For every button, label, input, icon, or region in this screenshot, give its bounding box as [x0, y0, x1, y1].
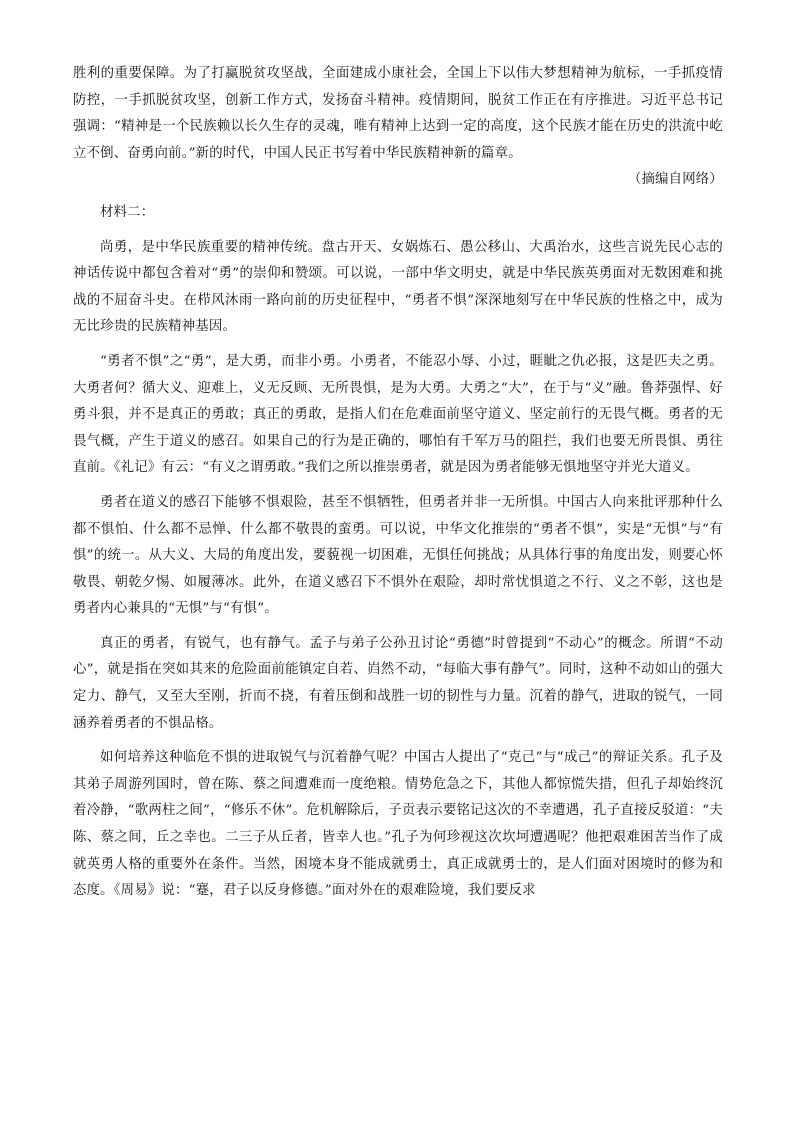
paragraph: 真正的勇者，有锐气，也有静气。孟子与弟子公孙丑讨论“勇德”时曾提到“不动心”的概念。所谓“不动心”，就是指在突如其来的危险面前能镇定自若、岿然不动，“每临大事有静气”。同时，这种不动如山的强大定力、静气，又至大至刚，折而不挠，有着压倒和战胜一切的韧性与力量。沉着的静气，进取的锐气，一同涵养着勇者的不惧品格。: [73, 635, 723, 731]
source-note: （摘编自网络）: [627, 172, 723, 188]
material-label: 材料二：: [100, 204, 155, 220]
paragraph: 尚勇，是中华民族重要的精神传统。盘古开天、女娲炼石、愚公移山、大禹治水，这些言说先民心志的神话传说中都包含着对“勇”的崇仰和赞颂。可以说，一部中华文明史，就是中华民族英勇面对无数困难和挑战的不屈奋斗史。在栉风沐雨一路向前的历史征程中，“勇者不惧”深深地刻写在中华民族的性格之中，成为无比珍贵的民族精神基因。: [73, 239, 723, 335]
paragraph: 如何培养这种临危不惧的进取锐气与沉着静气呢？中国古人提出了“克己”与“成己”的辩证关系。孔子及其弟子周游列国时，曾在陈、蔡之间遭难而一度绝粮。情势危急之下，其他人都惊慌失措，但孔子却始终沉着冷静，“歌两柱之间”，“修乐不休”。危机解除后，子贡表示要铭记这次的不幸遭遇，孔子直接反驳道：“夫陈、蔡之间，丘之幸也。二三子从丘者，皆幸人也。”孔子为何珍视这次坎坷遭遇呢？他把艰难困苦当作了成就英勇人格的重要外在条件。当然，困境本身不能成就勇士，真正成就勇士的，是人们面对困境时的修为和态度。《周易》说：“蹇，君子以反身修德。”面对外在的艰难险境，我们要反求: [73, 750, 723, 899]
paragraph: “勇者不惧”之“勇”，是大勇，而非小勇。小勇者，不能忍小辱、小过，睚眦之仇必报，这是匹夫之勇。大勇者何？循大义、迎难上，义无反顾、无所畏惧，是为大勇。大勇之“大”，在于与“义”融。鲁莽强悍、好勇斗狠，并不是真正的勇敢；真正的勇敢，是指人们在危难面前坚守道义、坚定前行的无畏气概。勇者的无畏气概，产生于道义的感召。如果自己的行为是正确的，哪怕有千军万马的阻拦，我们也要无所畏惧、勇往直前。《礼记》有云：“有义之谓勇敢。”我们之所以推崇勇者，就是因为勇者能够无惧地坚守并光大道义。: [73, 353, 723, 476]
intro-paragraph: 胜利的重要保障。为了打赢脱贫攻坚战，全面建成小康社会，全国上下以伟大梦想精神为航标，一手抓疫情防控，一手抓脱贫攻坚，创新工作方式，发扬奋斗精神。疫情期间，脱贫工作正在有序推进。习近平总书记强调：“精神是一个民族赖以长久生存的灵魂，唯有精神上达到一定的高度，这个民族才能在历史的洪流中屹立不倒、奋勇向前。”新的时代，中国人民正书写着中华民族精神新的篇章。: [73, 66, 723, 161]
document-body: [73, 61, 723, 905]
paragraph: 勇者在道义的感召下能够不惧艰险，甚至不惧牺牲，但勇者并非一无所惧。中国古人向来批评那种什么都不惧怕、什么都不忌惮、什么都不敬畏的蛮勇。可以说，中华文化推崇的“勇者不惧”，实是“无惧”与“有惧”的统一。从大义、大局的角度出发，要藐视一切困难，无惧任何挑战；从具体行事的角度出发，则要心怀敬畏、朝乾夕惕、如履薄冰。此外，在道义感召下不惧外在艰险，却时常忧惧道之不行、义之不彰，这也是勇者内心兼具的“无惧”与“有惧”。: [73, 494, 723, 617]
